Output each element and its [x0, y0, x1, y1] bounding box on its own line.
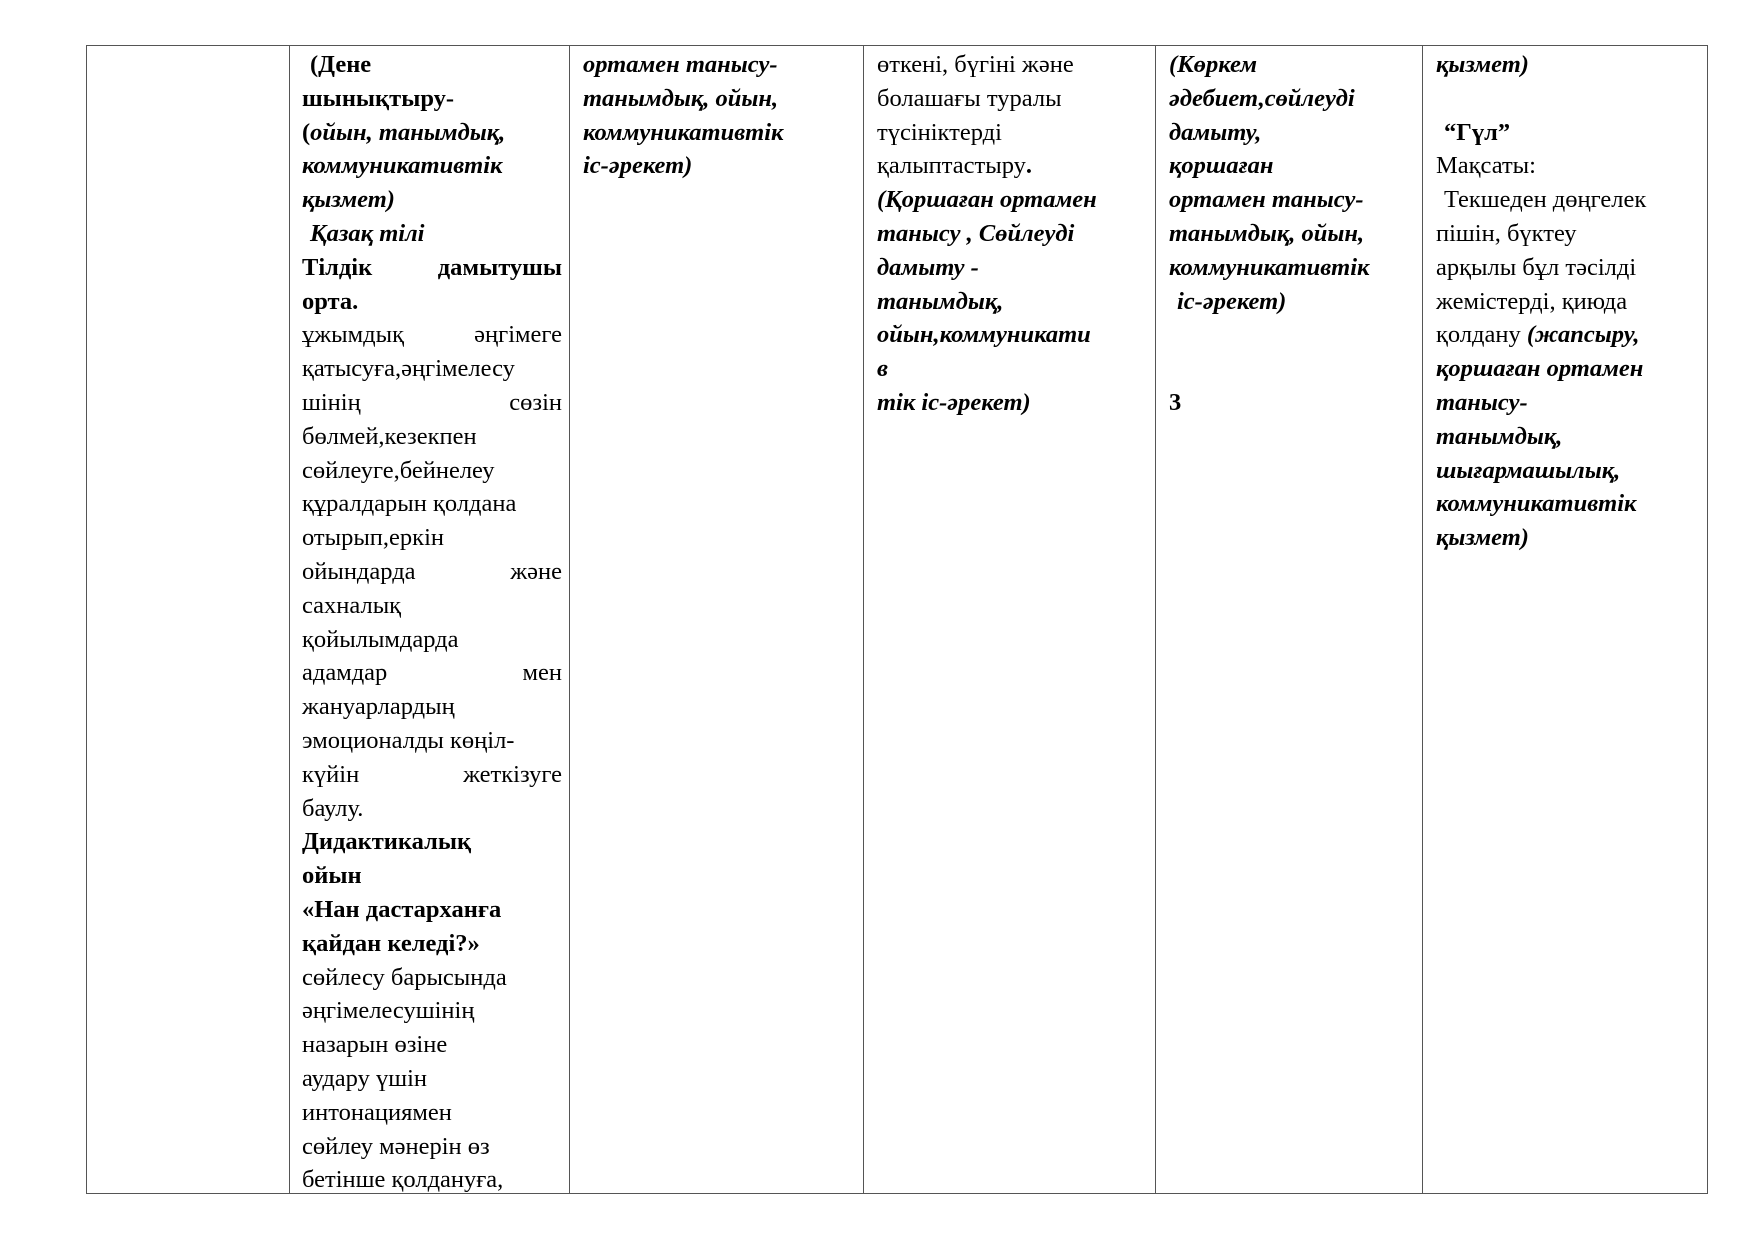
text-line: коммуникативтік	[1436, 490, 1637, 518]
justified-word: әңгімеге	[474, 321, 562, 349]
text-line: танымдық,	[877, 287, 1004, 315]
text-line: “Гүл”	[1444, 118, 1511, 146]
column-divider	[1422, 46, 1423, 1193]
text-line: ортамен танысу-	[583, 51, 778, 78]
justified-word: жеткізуге	[463, 760, 562, 788]
text-line: қойылымдарда	[302, 625, 459, 653]
table-cell-environment	[583, 48, 853, 183]
text-line: коммуникативтік	[583, 118, 784, 146]
column-divider	[1155, 46, 1156, 1193]
text-line: әдебиет,сөйлеуді	[1169, 84, 1355, 112]
justified-word: ұжымдық	[302, 321, 404, 349]
text-line: құралдарын қолдана	[302, 490, 517, 518]
text-line	[302, 251, 562, 285]
justified-word: Тілдік	[302, 253, 373, 281]
text-line: шығармашылық,	[1436, 456, 1621, 484]
text-run: (жапсыру,	[1526, 321, 1640, 349]
column-divider	[289, 46, 290, 1193]
table-cell-kazakh-language	[302, 48, 562, 1197]
text-line: орта.	[302, 287, 359, 315]
text-line: ойын	[302, 862, 362, 890]
text-line: назарын өзіне	[302, 1031, 448, 1059]
text-run: ойын, танымдық,	[310, 118, 506, 146]
text-line: в	[877, 355, 888, 383]
text-line	[302, 656, 562, 690]
justified-word: күйін	[302, 760, 360, 788]
text-line	[302, 318, 562, 352]
text-line: қызмет)	[302, 186, 395, 214]
text-line: іс-әрекет)	[1177, 287, 1287, 315]
justified-word: адамдар	[302, 659, 388, 687]
text-run: (	[302, 118, 311, 146]
text-line: Дидактикалық	[302, 828, 472, 856]
text-line: 3	[1169, 388, 1182, 416]
text-line: Текшеден дөңгелек	[1444, 186, 1647, 214]
text-line: интонациямен	[302, 1098, 452, 1126]
text-line: жемістерді, қиюда	[1436, 287, 1628, 315]
text-line: танымдық, ойын,	[1169, 219, 1365, 247]
text-line: сахналық	[302, 591, 402, 619]
text-line	[302, 386, 562, 420]
text-line	[877, 149, 1147, 183]
text-line: іс-әрекет)	[583, 152, 693, 180]
text-run: қалыптастыру	[877, 152, 1026, 180]
text-line: танымдық,	[1436, 422, 1563, 450]
text-line: қайдан келеді?»	[302, 929, 480, 957]
table-cell-literature	[1169, 48, 1419, 420]
text-line	[1169, 352, 1419, 386]
text-line: сөйлеу мәнерін өз	[302, 1132, 490, 1160]
text-line: сөйлеуге,бейнелеу	[302, 456, 495, 484]
text-line: қоршаған ортамен	[1436, 355, 1644, 383]
table-cell-past-present-future	[877, 48, 1147, 420]
text-line: отырып,еркін	[302, 524, 444, 552]
column-divider	[569, 46, 570, 1193]
text-run: қолдану	[1436, 321, 1527, 349]
text-line: дамыту,	[1169, 118, 1262, 146]
text-line: танымдық, ойын,	[583, 84, 779, 112]
justified-word: шінің	[302, 388, 361, 416]
justified-word: сөзін	[509, 388, 562, 416]
text-line: қызмет)	[1436, 524, 1529, 552]
text-line: арқылы бұл тәсілді	[1436, 253, 1637, 281]
text-line: болашағы туралы	[877, 84, 1062, 112]
text-line: түсініктерді	[877, 118, 1002, 146]
text-line	[302, 555, 562, 589]
text-line: Мақсаты:	[1436, 152, 1536, 180]
column-divider	[863, 46, 864, 1193]
text-line: ортамен танысу-	[1169, 186, 1364, 214]
text-line: (Қоршаған ортамен	[877, 186, 1097, 214]
text-line	[1436, 82, 1696, 116]
text-line	[1436, 318, 1696, 352]
text-line	[302, 758, 562, 792]
justified-word: ойындарда	[302, 557, 416, 585]
table-cell-flower-applique	[1436, 48, 1696, 555]
text-line: шынықтыру-	[302, 84, 455, 112]
text-line: Қазақ тілі	[310, 219, 425, 247]
text-line: әңгімелесушінің	[302, 997, 475, 1025]
justified-word: дамытушы	[437, 253, 562, 281]
text-line: жануарлардың	[302, 693, 455, 721]
text-line: эмоционалды көңіл-	[302, 726, 515, 754]
text-line: танысу-	[1436, 388, 1528, 416]
text-line: «Нан дастарханға	[302, 895, 502, 923]
text-line: тік іс-әрекет)	[877, 388, 1031, 416]
text-line: қатысуға,әңгімелесу	[302, 355, 515, 383]
text-line: қоршаған	[1169, 152, 1274, 180]
text-run: .	[1025, 152, 1033, 180]
text-line: өткені, бүгіні және	[877, 51, 1074, 78]
text-line: сөйлесу барысында	[302, 963, 507, 991]
text-line: пішін, бүктеу	[1436, 219, 1577, 247]
text-line: коммуникативтік	[302, 152, 503, 180]
text-line: танысу , Сөйлеуді	[877, 219, 1075, 247]
text-line: аудару үшін	[302, 1064, 428, 1092]
text-line	[302, 116, 562, 150]
text-line: (Көркем	[1169, 51, 1258, 78]
text-line: қызмет)	[1436, 51, 1529, 78]
text-line	[1169, 318, 1419, 352]
justified-word: мен	[522, 659, 562, 687]
text-line: ойын,коммуникати	[877, 321, 1091, 349]
text-line: (Дене	[310, 51, 372, 78]
lesson-plan-table	[86, 45, 1708, 1194]
text-line: баулу.	[302, 794, 364, 822]
text-line: дамыту -	[877, 253, 979, 281]
justified-word: және	[510, 557, 562, 585]
text-line: коммуникативтік	[1169, 253, 1370, 281]
text-line: бөлмей,кезекпен	[302, 422, 477, 450]
text-line: бетінше қолдануға,	[302, 1166, 504, 1194]
